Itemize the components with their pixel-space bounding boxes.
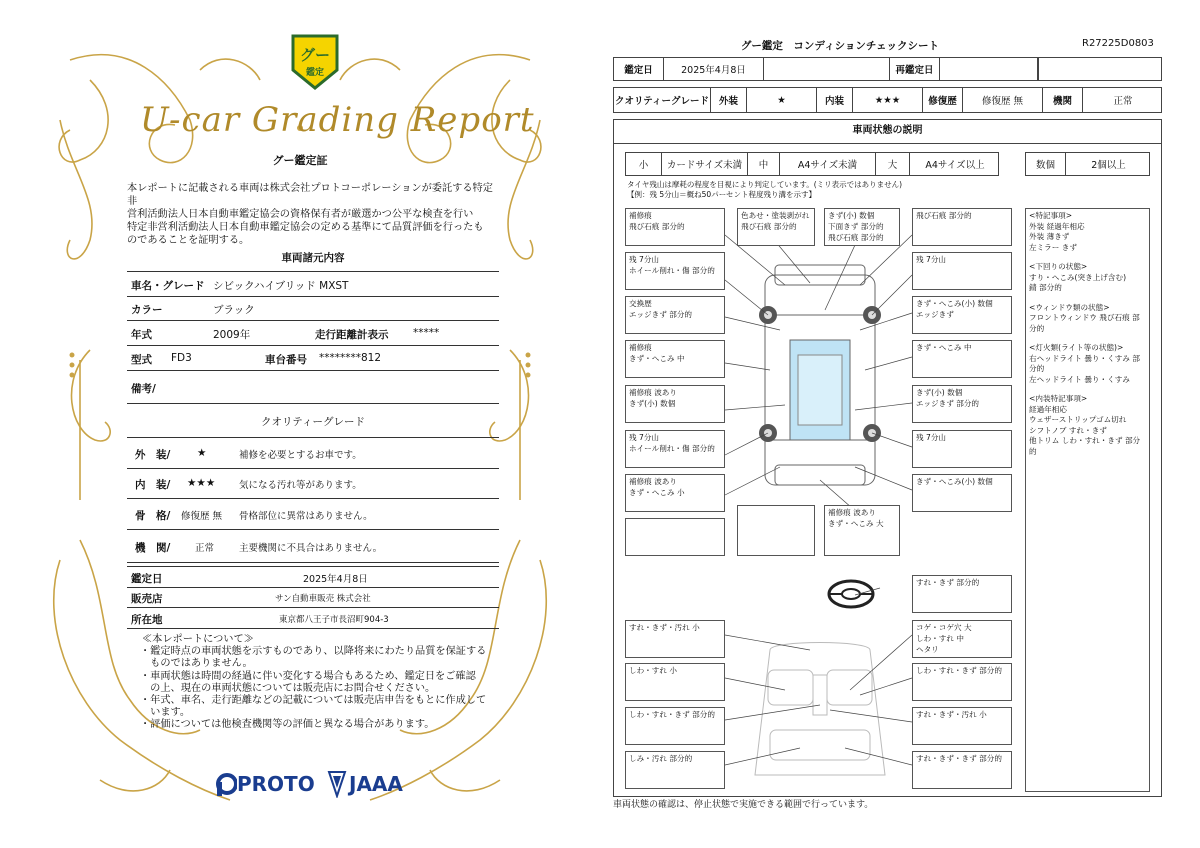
quality-label: 機 関/ <box>135 542 171 554</box>
report-notes <box>140 634 500 732</box>
exterior-note <box>912 474 1012 512</box>
exterior-note-text: 補修痕 波あり きず・へこみ 小 <box>629 477 685 497</box>
spec-row-remarks <box>127 371 499 404</box>
quality-value: ★★★ <box>187 477 216 489</box>
address-row <box>127 608 499 629</box>
exterior-note-text: きず・へこみ(小) 数個 <box>916 477 993 486</box>
exterior-note-text: きず(小) 数個 エッジきず 部分的 <box>916 388 980 408</box>
dealer-value: サン自動車販売 株式会社 <box>275 594 371 604</box>
note-line: います。 <box>140 707 191 719</box>
special-line: フロントウィンドウ 飛び石痕 部分的 <box>1029 313 1140 333</box>
interior-note <box>625 707 725 745</box>
legend-count: 数個 <box>1026 153 1066 175</box>
quality-desc: 主要機関に不具合はありません。 <box>239 543 383 554</box>
inspection-date-row <box>127 566 499 588</box>
notes-title: ≪本レポートについて≫ <box>142 634 254 645</box>
exterior-note <box>824 208 900 246</box>
exterior-note-text: きず(小) 数個 下面きず 部分的 飛び石痕 部分的 <box>828 211 884 242</box>
exterior-note-text: きず・へこみ 中 <box>916 343 972 352</box>
exterior-note-empty <box>737 505 815 556</box>
badge-label: 鑑定 <box>305 68 325 78</box>
special-line: ウェザーストリップゴム切れ <box>1029 415 1127 424</box>
quality-value: ★ <box>197 447 207 459</box>
repair-value: 修復歴 無 <box>963 88 1043 112</box>
quality-value: 修復歴 無 <box>181 511 223 522</box>
interior-note-text: すれ・きず・汚れ 小 <box>916 710 987 719</box>
quality-row-engine <box>127 530 499 563</box>
special-line: 外装 経過年相応 <box>1029 221 1085 231</box>
svg-text:グー: グー <box>299 46 331 64</box>
sheet-id: R27225D0803 <box>1082 38 1154 49</box>
report-title: U-car Grading Report <box>140 100 535 140</box>
specs-title: 車両諸元内容 <box>281 252 345 264</box>
exterior-note <box>912 340 1012 378</box>
jaaa-logo-text: JAAA <box>349 772 403 796</box>
jaaa-logo-icon <box>327 770 347 798</box>
special-heading: <特記事項> <box>1029 211 1073 220</box>
spec-label: 走行距離計表示 <box>315 329 389 341</box>
address-label: 所在地 <box>131 614 163 626</box>
certificate-title: グー鑑定証 <box>272 154 328 167</box>
exterior-note <box>912 296 1012 334</box>
special-line: 左ヘッドライト 曇り・くすみ <box>1029 374 1130 384</box>
cert-line: のであることを証明する。 <box>127 235 250 246</box>
spec-label: 車台番号 <box>265 354 307 366</box>
date-row <box>613 57 1162 81</box>
spec-label: 車名・グレード <box>131 280 205 292</box>
spec-value: ********812 <box>319 352 382 364</box>
special-heading: <内装特記事項> <box>1029 394 1088 403</box>
exterior-note-text: 残 7分山 <box>916 433 947 442</box>
spec-value: 2009年 <box>213 329 251 341</box>
spec-label: 型式 <box>131 354 152 366</box>
exterior-note-text: 補修痕 飛び石痕 部分的 <box>629 211 685 231</box>
interior-note <box>625 663 725 701</box>
special-line: 左ミラー きず <box>1029 242 1077 252</box>
exterior-note <box>737 208 815 246</box>
cert-line: 本レポートに記載される車両は株式会社プロトコーポレーションが委託する特定非 <box>127 183 493 207</box>
special-line: 外装 薄きず <box>1029 232 1070 241</box>
exterior-note-text: 残 7分山 ホイール削れ・傷 部分的 <box>629 433 715 453</box>
exterior-note <box>625 340 725 378</box>
ext-label: 外装 <box>711 88 747 112</box>
exterior-note-text: きず・へこみ(小) 数個 エッジきず <box>916 299 993 319</box>
exterior-note <box>625 474 725 512</box>
exterior-note-text: 補修痕 きず・へこみ 中 <box>629 343 685 363</box>
special-line: すり・へこみ(突き上げ含む) <box>1029 272 1127 282</box>
spec-label: 備考/ <box>131 383 156 395</box>
legend-small-desc: カードサイズ未満 <box>662 153 748 175</box>
quality-label: 骨 格/ <box>135 510 171 522</box>
note-line: ・車両状態は時間の経過に伴い変化する場合もあるため、鑑定日をご確認 <box>140 670 476 682</box>
dealer-row <box>127 587 499 608</box>
re-date-value <box>940 58 1038 80</box>
spec-label: カラー <box>131 304 163 316</box>
spec-label: 年式 <box>131 329 152 341</box>
interior-note-text: しわ・すれ 小 <box>629 666 677 675</box>
legend-large: 大 <box>876 153 910 175</box>
note-line: ものではありません。 <box>140 658 253 670</box>
special-line: 錆 部分的 <box>1029 283 1062 292</box>
quality-row-frame <box>127 499 499 530</box>
certificate-body <box>127 182 499 247</box>
exterior-note-text: 残 7分山 ホイール削れ・傷 部分的 <box>629 255 715 275</box>
spec-row-model <box>127 346 499 371</box>
spec-value: ***** <box>413 327 440 339</box>
exterior-note <box>625 208 725 246</box>
legend-mid-desc: A4サイズ未満 <box>780 153 876 175</box>
interior-note <box>912 751 1012 789</box>
proto-logo-text: PROTO <box>237 772 315 796</box>
quality-desc: 補修を必要とするお車です。 <box>239 450 362 461</box>
logos <box>215 770 415 800</box>
repair-label: 修復歴 <box>923 88 963 112</box>
interior-note-text: しわ・すれ・きず 部分的 <box>916 666 1002 675</box>
exterior-note <box>824 505 900 556</box>
special-heading: <下回りの状態> <box>1029 262 1088 271</box>
spec-row-name <box>127 271 499 297</box>
interior-note <box>625 751 725 789</box>
size-legend <box>625 152 999 176</box>
spec-value: ブラック <box>213 304 255 316</box>
quality-value: 正常 <box>195 543 215 554</box>
exterior-note <box>625 296 725 334</box>
interior-note-text: しわ・すれ・きず 部分的 <box>629 710 715 719</box>
tire-note-line: タイヤ残山は摩耗の程度を目視により判定しています。(ミリ表示ではありません) <box>627 180 903 189</box>
spec-value: FD3 <box>171 352 192 364</box>
exterior-note-text: 残 7分山 <box>916 255 947 264</box>
exterior-note <box>912 430 1012 468</box>
legend-large-desc: A4サイズ以上 <box>925 160 985 171</box>
date-label: 鑑定日 <box>131 573 163 585</box>
interior-note <box>912 575 1012 613</box>
exterior-note-text: 補修痕 波あり きず(小) 数個 <box>629 388 677 408</box>
date-value: 2025年4月8日 <box>664 58 764 80</box>
exterior-note <box>625 430 725 468</box>
spec-row-year <box>127 321 499 346</box>
interior-note-text: しみ・汚れ 部分的 <box>629 754 693 763</box>
quality-label: 外 装/ <box>135 449 171 461</box>
interior-note-text: すれ・きず 部分的 <box>916 578 980 587</box>
exterior-note <box>912 208 1012 246</box>
cert-line: 営利活動法人日本自動車鑑定協会の資格保有者が厳選かつ公平な検査を行い <box>127 209 474 220</box>
exterior-note <box>912 252 1012 290</box>
note-line: の上、現在の車両状態については販売店にお問合せください。 <box>140 682 436 694</box>
legend-small: 小 <box>626 153 662 175</box>
special-heading: <灯火類(ライト等の状態)> <box>1029 343 1124 352</box>
tire-note <box>627 180 927 200</box>
blank-cell <box>1038 58 1163 80</box>
exterior-note-empty <box>625 518 725 556</box>
special-line: 他トリム しわ・すれ・きず 部分的 <box>1029 436 1141 456</box>
ext-value: ★ <box>747 88 817 112</box>
footer-note: 車両状態の確認は、停止状態で実施できる範囲で行っています。 <box>613 800 874 810</box>
engine-label: 機関 <box>1043 88 1083 112</box>
special-line: シフトノブ すれ・きず <box>1029 425 1107 435</box>
goo-badge-icon <box>287 30 343 94</box>
dealer-label: 販売店 <box>131 593 163 605</box>
date-label: 鑑定日 <box>614 58 664 80</box>
interior-note <box>625 620 725 658</box>
exterior-note-text: 色あせ・塗装剥がれ 飛び石痕 部分的 <box>741 211 810 231</box>
special-line: 経過年相応 <box>1029 404 1067 414</box>
cert-line: 特定非営利活動法人日本自動車鑑定協会の定める基準にて品質評価を行ったも <box>127 222 484 233</box>
spec-row-color <box>127 296 499 321</box>
quality-row-exterior <box>127 437 499 469</box>
interior-note <box>912 663 1012 701</box>
special-notes <box>1025 208 1150 792</box>
int-value: ★★★ <box>853 88 923 112</box>
sheet-title: グー鑑定 コンディションチェックシート <box>740 40 940 52</box>
grade-row <box>613 87 1162 113</box>
quality-desc: 気になる汚れ等があります。 <box>239 480 362 491</box>
exterior-note-text: 飛び石痕 部分的 <box>916 211 972 220</box>
legend-count-desc: 2個以上 <box>1091 160 1126 171</box>
note-line: ・年式、車名、走行距離などの記載については販売店申告をもとに作成して <box>140 695 487 707</box>
exterior-note <box>912 385 1012 423</box>
count-legend <box>1025 152 1150 176</box>
exterior-note-text: 交換歴 エッジきず 部分的 <box>629 299 693 319</box>
exterior-note <box>625 385 725 423</box>
note-line: ・鑑定時点の車両状態を示すものであり、以降将来にわたり品質を保証する <box>140 646 487 658</box>
address-value: 東京都八王子市長沼町904-3 <box>279 615 389 625</box>
exterior-note <box>625 252 725 290</box>
note-line: ・評価については他検査機関等の評価と異なる場合があります。 <box>140 719 435 731</box>
interior-note-text: コゲ・コゲ穴 大 しわ・すれ 中 ヘタリ <box>916 623 972 654</box>
quality-desc: 骨格部位に異常はありません。 <box>239 511 373 522</box>
tire-note-line: 【例：残 5分山＝概ね50パーセント程度残り溝を示す】 <box>627 190 817 199</box>
date-value: 2025年4月8日 <box>303 574 368 585</box>
interior-note <box>912 620 1012 658</box>
quality-label: クオリティーグレード <box>614 88 711 112</box>
interior-note-text: すれ・きず・汚れ 小 <box>629 623 700 632</box>
re-date-label: 再鑑定日 <box>890 58 940 80</box>
engine-value: 正常 <box>1113 96 1133 107</box>
quality-label: 内 装/ <box>135 479 171 491</box>
spec-value: シビックハイブリッド MXST <box>213 280 349 292</box>
proto-logo-icon <box>215 772 237 796</box>
section-title: 車両状態の説明 <box>613 119 1162 144</box>
blank-cell <box>764 58 890 80</box>
int-label: 内装 <box>817 88 853 112</box>
quality-row-interior <box>127 468 499 499</box>
interior-note-text: すれ・きず・きず 部分的 <box>916 754 1002 763</box>
legend-mid: 中 <box>748 153 780 175</box>
special-heading: <ウィンドウ類の状態> <box>1029 302 1110 312</box>
interior-note <box>912 707 1012 745</box>
exterior-note-text: 補修痕 波あり きず・へこみ 大 <box>828 508 884 528</box>
special-line: 右ヘッドライト 曇り・くすみ 部分的 <box>1029 353 1140 373</box>
quality-title: クオリティーグレード <box>261 416 365 428</box>
